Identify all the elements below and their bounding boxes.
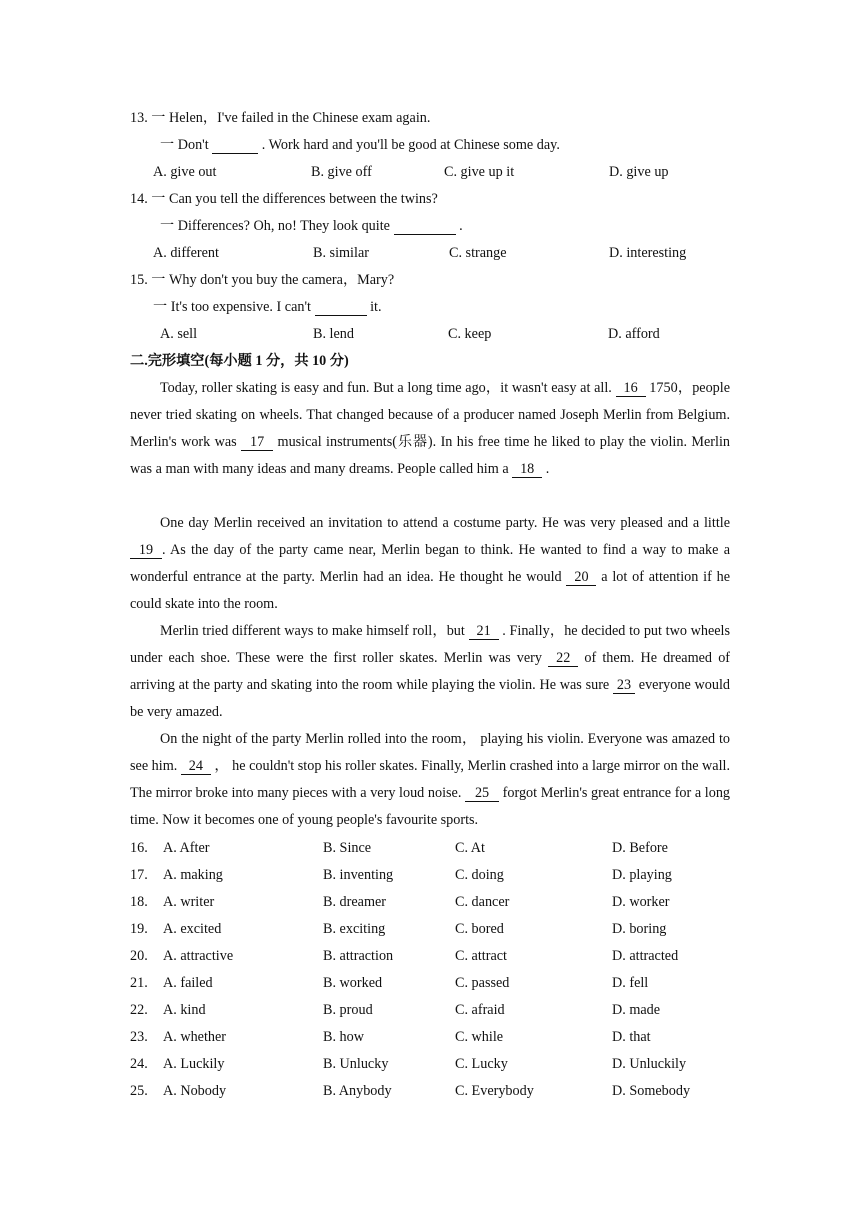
passage-paragraph-3 xyxy=(130,618,730,726)
option-c: C. give up it xyxy=(444,164,515,180)
question-number: 15. xyxy=(130,272,148,288)
blank-23: 23 xyxy=(613,677,635,694)
passage-text: everyone would be very amazed. xyxy=(130,677,730,720)
question-number: 24. xyxy=(130,1056,148,1072)
question-number: 19. xyxy=(130,921,148,937)
option-a: A. kind xyxy=(163,1002,206,1018)
passage-text: . xyxy=(545,461,550,477)
blank-17: 17 xyxy=(241,434,273,451)
blank-20: 20 xyxy=(566,569,596,586)
option-c: C. doing xyxy=(455,867,504,883)
option-b: B. Unlucky xyxy=(323,1056,389,1072)
question-number: 25. xyxy=(130,1083,148,1099)
blank-24: 24 xyxy=(181,758,211,775)
option-a: A. failed xyxy=(163,975,213,991)
passage-text: Today, roller skating is easy and fun. But a long time ago，it wasn't easy at all. xyxy=(160,380,612,396)
option-b: B. worked xyxy=(323,975,383,991)
option-d: D. Before xyxy=(612,840,668,856)
option-a: A. After xyxy=(163,840,210,856)
option-d: D. worker xyxy=(612,894,670,910)
option-c: C. while xyxy=(455,1029,504,1045)
question-text: 一 Differences? Oh, no! They look quite xyxy=(160,218,390,234)
passage-paragraph-1 xyxy=(130,375,730,483)
option-d: D. afford xyxy=(608,326,660,342)
option-b: B. similar xyxy=(313,245,369,261)
blank-21: 21 xyxy=(469,623,499,640)
question-text: 一 Why don't you buy the camera，Mary? xyxy=(151,272,395,288)
option-a: A. Luckily xyxy=(163,1056,225,1072)
passage-paragraph-2 xyxy=(130,510,730,618)
question-number: 20. xyxy=(130,948,148,964)
option-d: D. give up xyxy=(609,164,669,180)
answer-blank xyxy=(315,299,367,316)
question-text: 一 Don't xyxy=(160,137,209,153)
option-d: D. attracted xyxy=(612,948,679,964)
passage-text: Merlin tried different ways to make himself roll，but xyxy=(160,623,465,639)
option-d: D. fell xyxy=(612,975,649,991)
option-a: A. Nobody xyxy=(163,1083,227,1099)
option-b: B. Anybody xyxy=(323,1083,392,1099)
option-c: C. keep xyxy=(448,326,492,342)
option-a: A. sell xyxy=(160,326,198,342)
option-d: D. interesting xyxy=(609,245,687,261)
option-c: C. dancer xyxy=(455,894,510,910)
question-number: 23. xyxy=(130,1029,148,1045)
option-a: A. writer xyxy=(163,894,215,910)
question-number: 16. xyxy=(130,840,148,856)
section-title: 二.完形填空(每小题 1 分，共 10 分) xyxy=(130,353,349,369)
option-c: C. Lucky xyxy=(455,1056,508,1072)
option-a: A. different xyxy=(153,245,219,261)
option-d: D. Somebody xyxy=(612,1083,691,1099)
option-a: A. excited xyxy=(163,921,222,937)
question-15-line2 xyxy=(153,297,382,317)
option-a: A. attractive xyxy=(163,948,234,964)
option-b: B. proud xyxy=(323,1002,373,1018)
blank-16: 16 xyxy=(616,380,646,397)
option-c: C. Everybody xyxy=(455,1083,534,1099)
option-d: D. Unluckily xyxy=(612,1056,687,1072)
question-number: 21. xyxy=(130,975,148,991)
option-a: A. making xyxy=(163,867,223,883)
option-b: B. Since xyxy=(323,840,372,856)
option-d: D. made xyxy=(612,1002,661,1018)
passage-text: ， he couldn't stop his roller skates. Finally, Merlin crashed into a large mirror on the wall. The mirror broke into many pieces with a very loud noise. xyxy=(130,758,731,801)
question-14-line2 xyxy=(160,216,463,236)
option-b: B. exciting xyxy=(323,921,386,937)
option-d: D. playing xyxy=(612,867,672,883)
option-a: A. whether xyxy=(163,1029,227,1045)
question-14-line1 xyxy=(130,189,438,209)
answer-blank xyxy=(394,218,456,235)
answer-blank xyxy=(212,137,258,154)
question-number: 13. xyxy=(130,110,148,126)
question-text: 一 It's too expensive. I can't xyxy=(153,299,311,315)
option-b: B. lend xyxy=(313,326,354,342)
option-c: C. passed xyxy=(455,975,510,991)
option-b: B. give off xyxy=(311,164,372,180)
option-c: C. At xyxy=(455,840,485,856)
question-13-line1 xyxy=(130,108,430,128)
question-number: 17. xyxy=(130,867,148,883)
question-15-line1 xyxy=(130,270,394,290)
question-number: 14. xyxy=(130,191,148,207)
option-b: B. how xyxy=(323,1029,364,1045)
passage-text: of them. He dreamed of arriving at the party and skating into the room while playing the violin. He was sure xyxy=(130,650,731,693)
question-text: . xyxy=(459,218,463,234)
option-c: C. bored xyxy=(455,921,504,937)
passage-text: 1750，people never tried skating on wheels. That changed because of a producer named Joseph Merlin from Belgium. Merlin's work was xyxy=(130,380,731,450)
option-d: D. boring xyxy=(612,921,667,937)
option-c: C. afraid xyxy=(455,1002,505,1018)
question-text: 一 Can you tell the differences between the twins? xyxy=(151,191,438,207)
question-text: it. xyxy=(370,299,382,315)
blank-19: 19 xyxy=(130,542,162,559)
question-text: 一 Helen，I've failed in the Chinese exam again. xyxy=(151,110,431,126)
passage-text: One day Merlin received an invitation to attend a costume party. He was very pleased and a little xyxy=(160,515,730,531)
option-b: B. attraction xyxy=(323,948,394,964)
question-number: 18. xyxy=(130,894,148,910)
question-13-line2 xyxy=(160,135,560,155)
option-c: C. attract xyxy=(455,948,507,964)
passage-text: . Finally，he decided to put two wheels under each shoe. These were the first roller skates. Merlin was very xyxy=(130,623,731,666)
blank-22: 22 xyxy=(548,650,578,667)
option-c: C. strange xyxy=(449,245,507,261)
option-b: B. inventing xyxy=(323,867,394,883)
passage-text: musical instruments(乐器). In his free time he liked to play the violin. Merlin was a man with many ideas and many dreams. People called him a xyxy=(130,434,731,477)
passage-paragraph-4 xyxy=(130,726,730,834)
question-number: 22. xyxy=(130,1002,148,1018)
passage-text: . As the day of the party came near, Merlin began to think. He wanted to find a way to make a wonderful entrance at the party. Merlin had an idea. He thought he would xyxy=(130,542,730,585)
blank-25: 25 xyxy=(465,785,499,802)
option-d: D. that xyxy=(612,1029,651,1045)
passage-text: On the night of the party Merlin rolled into the room， playing his violin. Everyone was amazed to see him. xyxy=(130,731,730,774)
passage-text: a lot of attention if he could skate into the room. xyxy=(130,569,731,612)
option-a: A. give out xyxy=(153,164,217,180)
blank-18: 18 xyxy=(512,461,542,478)
option-b: B. dreamer xyxy=(323,894,387,910)
passage-text: forgot Merlin's great entrance for a long time. Now it becomes one of young people's favourite sports. xyxy=(130,785,731,828)
question-text: . Work hard and you'll be good at Chinese some day. xyxy=(261,137,560,153)
